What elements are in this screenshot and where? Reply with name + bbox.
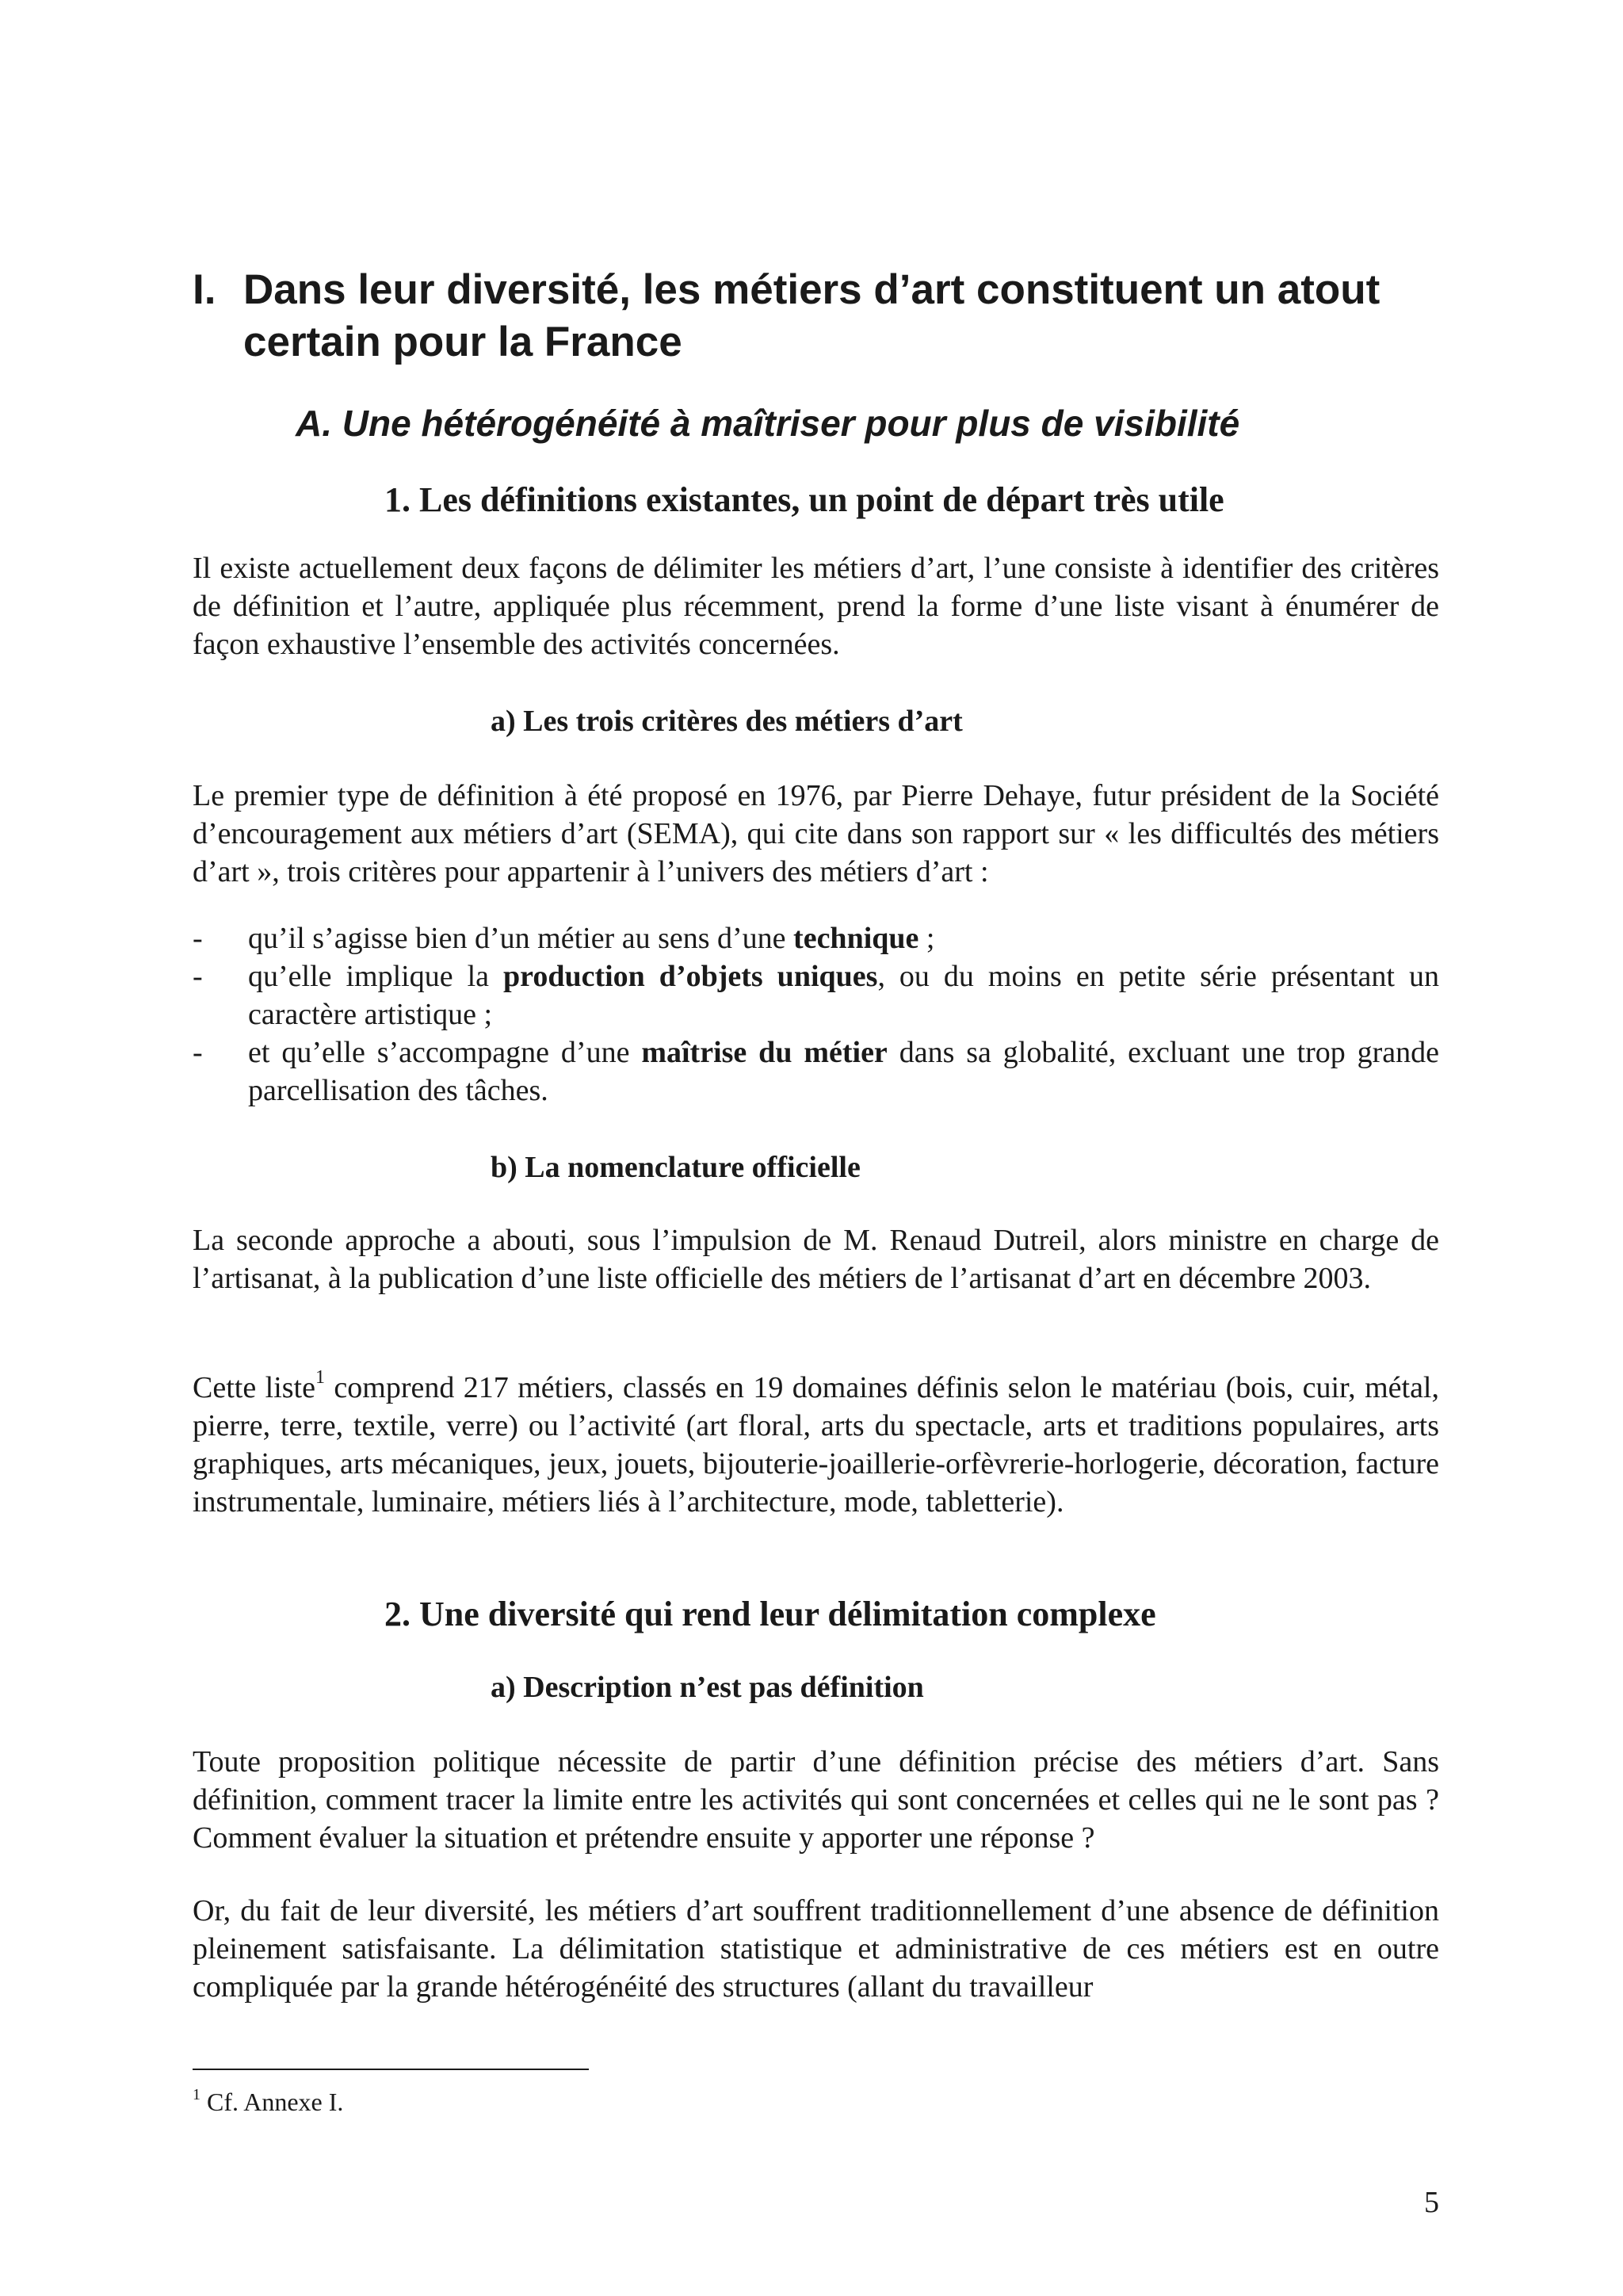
paragraph-intro: Il existe actuellement deux façons de délimiter les métiers d’art, l’une consiste à identifier des critères de définition et l’autre, appliquée plus récemment, prend la forme d’une liste visant à énumérer de façon exhaustive l’ensemble des activités concernées. — [193, 552, 1439, 661]
paragraph-dutreil: La seconde approche a abouti, sous l’impulsion de M. Renaud Dutreil, alors ministre en charge de l’artisanat, à la publication d’une liste officielle des métiers de l’artisanat d’art en décembre 2003. — [193, 1224, 1439, 1295]
subsection-heading-1: 1. Les définitions existantes, un point de départ très utile — [384, 480, 1224, 519]
criteria-list — [193, 919, 1439, 1110]
subheading-description: a) Description n’est pas définition — [491, 1671, 924, 1704]
list-item: - et qu’elle s’accompagne d’une maîtrise du métier dans sa globalité, excluant une trop grande parcellisation des tâches. — [193, 1033, 1439, 1110]
chapter-heading — [193, 264, 1439, 369]
footnote-separator — [193, 2069, 589, 2070]
list-item: - qu’il s’agisse bien d’un métier au sens d’une technique ; — [193, 919, 1439, 957]
subheading-nomenclature: b) La nomenclature officielle — [491, 1151, 861, 1184]
paragraph-dehaye: Le premier type de définition à été proposé en 1976, par Pierre Dehaye, futur président de la Société d’encouragement aux métiers d’art (SEMA), qui cite dans son rapport sur « les difficultés des métiers d’art », trois critères pour appartenir à l’univers des métiers d’art : — [193, 779, 1439, 888]
list-dash: - — [193, 1036, 203, 1069]
chapter-number: I. — [193, 266, 216, 313]
bold-term: production d’objets uniques — [503, 960, 878, 993]
paragraph-diversite: Or, du fait de leur diversité, les métiers d’art souffrent traditionnellement d’une absence de définition pleinement satisfaisante. La délimitation statistique et administrative de ces métiers est en outre compliquée par la grande hétérogénéité des structures (allant du travailleur — [193, 1894, 1439, 2004]
footnote-number: 1 — [193, 2086, 200, 2104]
bold-term: maîtrise du métier — [641, 1036, 888, 1069]
subheading-criteria: a) Les trois critères des métiers d’art — [491, 705, 963, 738]
paragraph-liste: Cette liste$^1$ comprend 217 métiers, classés en 19 domaines définis selon le matériau (bois, cuir, métal, pierre, terre, textile, verre) ou l’activité (art floral, arts du spectacle, arts et traditions populaires, arts graphiques, arts mécaniques, jeux, jouets, bijouterie-joaillerie-orfèvrerie-horlogerie, décoration, facture instrumentale, luminaire, métiers liés à l’architecture, mode, tabletterie). — [193, 1367, 1439, 1519]
footnote: $^1$ Cf. Annexe I. — [193, 2086, 344, 2116]
list-dash: - — [193, 922, 203, 955]
list-dash: - — [193, 960, 203, 993]
list-item: - qu’elle implique la production d’objets uniques, ou du moins en petite série présentant un caractère artistique ; — [193, 957, 1439, 1033]
paragraph-definition: Toute proposition politique nécessite de partir d’une définition précise des métiers d’art. Sans définition, comment tracer la limite entre les activités qui sont concernées et celles qui ne le sont pas ? Comment évaluer la situation et prétendre ensuite y apporter une réponse ? — [193, 1745, 1439, 1855]
section-heading-a: A. Une hétérogénéité à maîtriser pour plus de visibilité — [296, 403, 1240, 444]
footnote-ref[interactable]: 1 — [315, 1367, 325, 1389]
chapter-title: Dans leur diversité, les métiers d’art constituent un atout certain pour la France — [243, 266, 1381, 365]
subsection-heading-2: 2. Une diversité qui rend leur délimitation complexe — [384, 1595, 1156, 1633]
bold-term: technique — [793, 922, 919, 955]
page-number: 5 — [1424, 2186, 1439, 2219]
